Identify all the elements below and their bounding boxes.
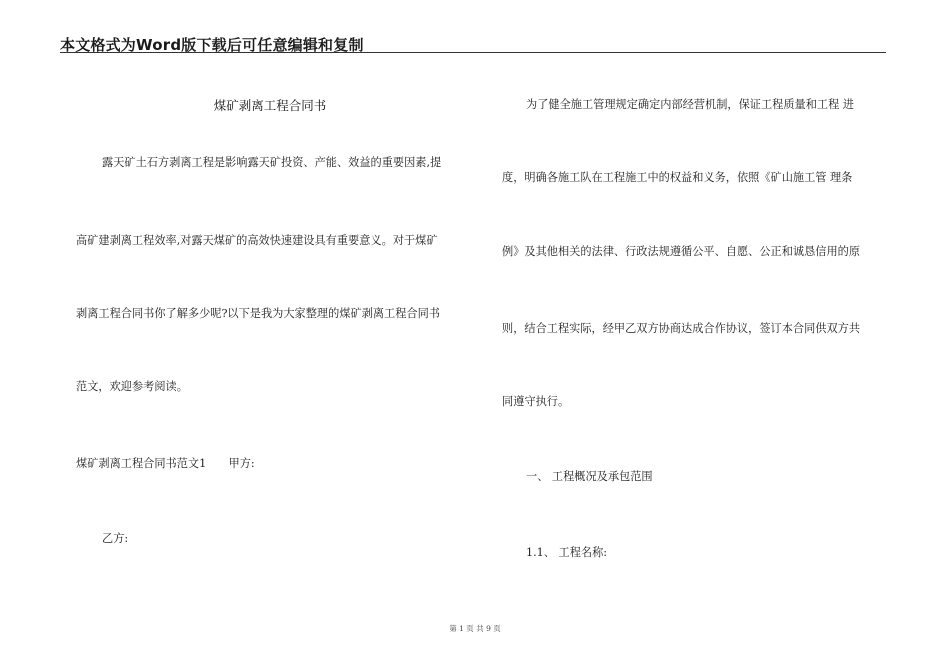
left-line-6: 乙方: xyxy=(102,532,129,545)
right-line-1: 为了健全施工管理规定确定内部经营机制，保证工程质量和工程 进 xyxy=(526,98,854,111)
right-line-3: 例》及其他相关的法律、行政法规遵循公平、自愿、公正和诚恳信用的原 xyxy=(502,245,861,258)
left-line-4: 范文，欢迎参考阅读。 xyxy=(76,380,188,393)
page-header xyxy=(60,32,886,53)
left-line-3: 剥离工程合同书你了解多少呢?以下是我为大家整理的煤矿剥离工程合同书 xyxy=(76,307,440,320)
left-line-2: 高矿建剥离工程效率,对露天煤矿的高效快速建设具有重要意义。对于煤矿 xyxy=(76,234,438,247)
header-text: 本文格式为Word版下载后可任意编辑和复制 xyxy=(60,36,364,54)
page-footer: 第 1 页 共 9 页 xyxy=(449,624,501,633)
left-line-5: 煤矿剥离工程合同书范文1 甲方: xyxy=(76,457,255,470)
subsection-heading: 1.1、 工程名称: xyxy=(526,546,608,559)
right-line-2: 度，明确各施工队在工程施工中的权益和义务，依照《矿山施工管 理条 xyxy=(502,171,853,184)
document-title: 煤矿剥离工程合同书 xyxy=(213,98,327,113)
right-line-4: 则，结合工程实际，经甲乙双方协商达成合作协议，签订本合同供双方共 xyxy=(502,322,861,335)
section-heading: 一、 工程概况及承包范围 xyxy=(526,470,653,483)
left-line-1: 露天矿土石方剥离工程是影响露天矿投资、产能、效益的重要因素,提 xyxy=(102,156,442,169)
right-line-5: 同遵守执行。 xyxy=(502,395,570,408)
